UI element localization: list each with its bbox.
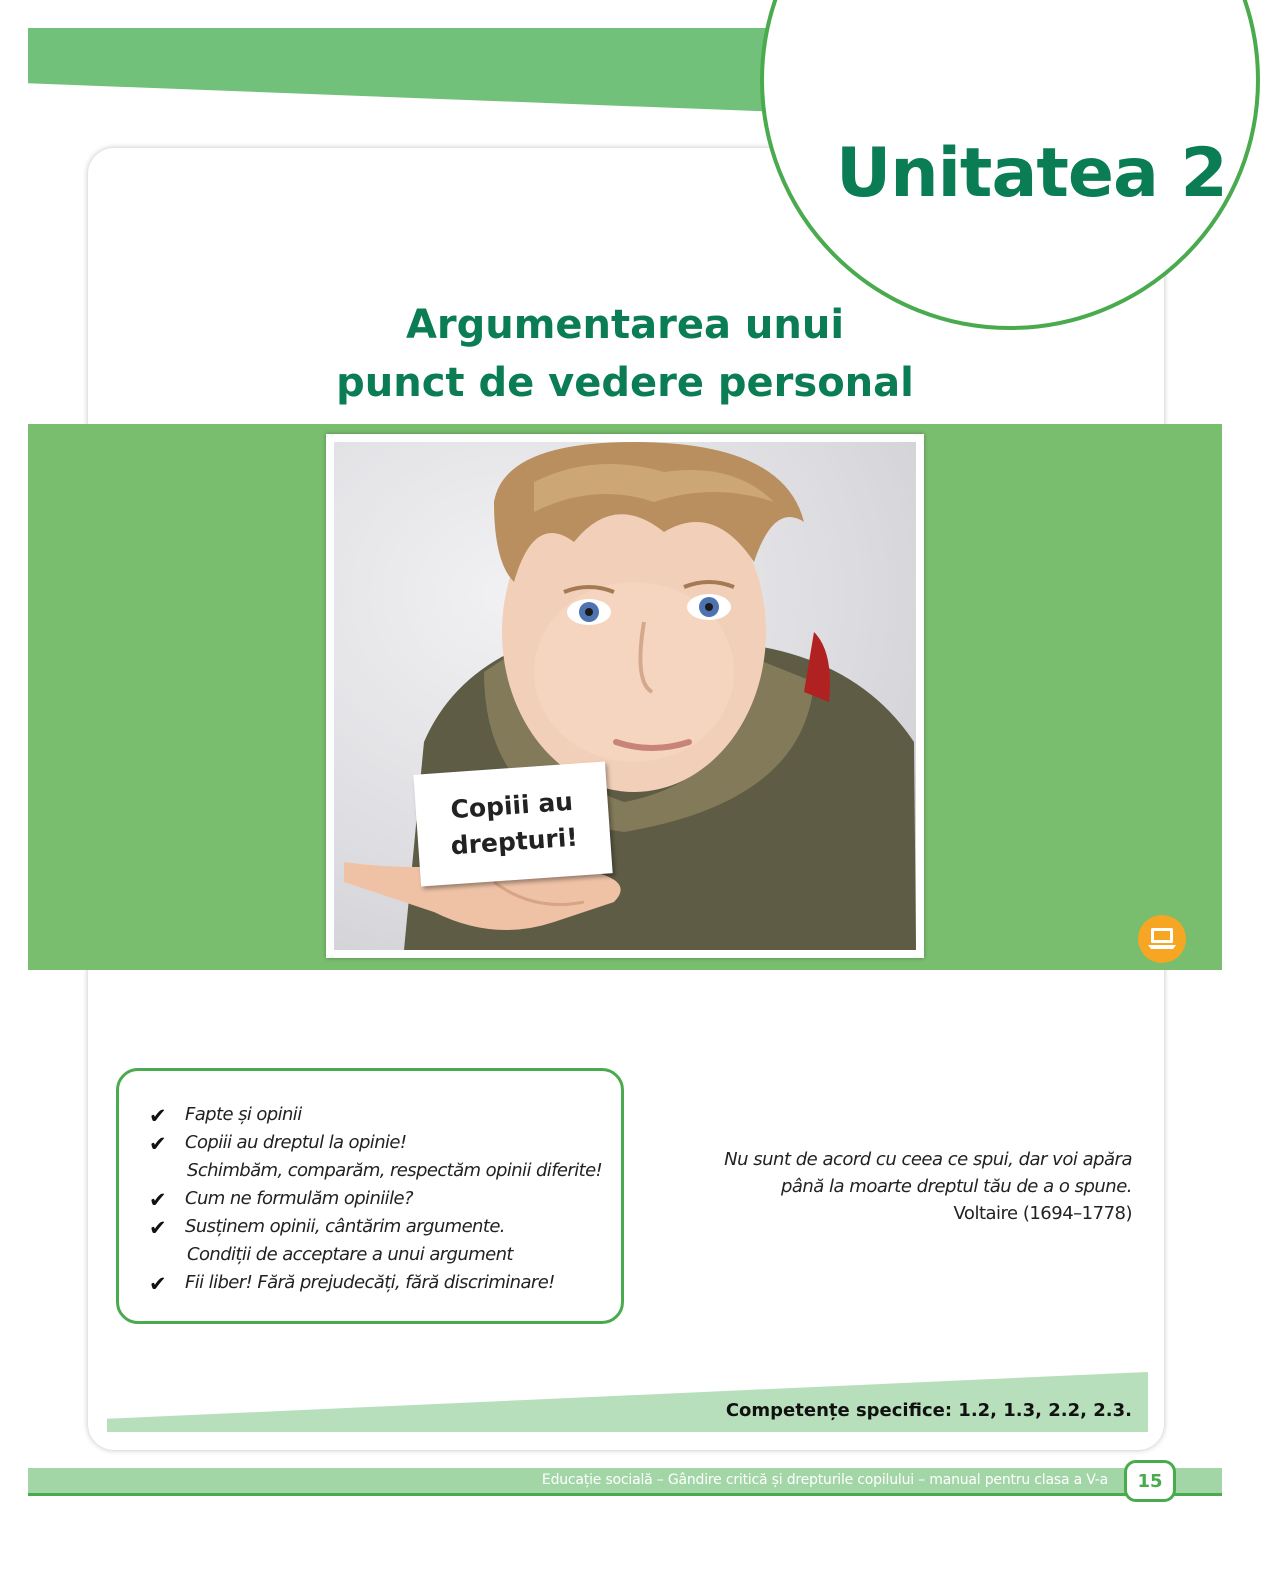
rights-card-line1: Copiii au: [449, 786, 574, 825]
photo-frame: [326, 434, 924, 958]
laptop-icon[interactable]: [1138, 915, 1186, 963]
lesson-title-line2: punct de vedere personal: [336, 360, 914, 406]
quote-line1: Nu sunt de acord cu ceea ce spui, dar voi apăra: [724, 1149, 1132, 1170]
quote-line2: până la moarte dreptul tău de a o spune.: [780, 1176, 1132, 1197]
list-item: [149, 1129, 621, 1185]
objectives-box: [116, 1068, 624, 1324]
check-icon: ✔: [149, 1216, 166, 1240]
check-icon: ✔: [149, 1188, 166, 1212]
lesson-title-line1: Argumentarea unui: [405, 302, 845, 348]
boy-photo: [334, 442, 916, 950]
page-number: 15: [1124, 1460, 1176, 1502]
laptop-glyph: [1147, 926, 1177, 952]
list-item: [149, 1185, 621, 1213]
list-item: [149, 1269, 621, 1297]
check-icon: ✔: [149, 1104, 166, 1128]
check-icon: ✔: [149, 1272, 166, 1296]
objective-subtext: Condiții de acceptare a unui argument: [187, 1244, 513, 1265]
objective-subtext: Schimbăm, comparăm, respectăm opinii diferite!: [187, 1160, 603, 1181]
objective-text: Copiii au dreptul la opinie!: [185, 1132, 407, 1153]
objective-text: Cum ne formulăm opiniile?: [185, 1188, 413, 1209]
footer-text: Educație socială – Gândire critică și drepturile copilului – manual pentru clasa a V-a: [541, 1472, 1108, 1488]
lesson-title: [300, 296, 950, 412]
objective-text: Fii liber! Fără prejudecăți, fără discriminare!: [185, 1272, 555, 1293]
list-item: [149, 1101, 621, 1129]
rights-card-line2: drepturi!: [449, 822, 579, 861]
top-decor-band: [28, 28, 808, 113]
unit-title: Unitatea 2: [836, 134, 1227, 213]
check-icon: ✔: [149, 1132, 166, 1156]
quote-author: Voltaire (1694–1778): [953, 1203, 1132, 1224]
objective-text: Susținem opinii, cântărim argumente.: [185, 1216, 505, 1237]
voltaire-quote: [640, 1146, 1132, 1227]
list-item: [149, 1213, 621, 1269]
objective-text: Fapte și opinii: [185, 1104, 302, 1125]
objectives-list: [119, 1071, 621, 1297]
competences-text: Competențe specifice: 1.2, 1.3, 2.2, 2.3.: [725, 1400, 1132, 1421]
rights-card: [413, 761, 612, 886]
